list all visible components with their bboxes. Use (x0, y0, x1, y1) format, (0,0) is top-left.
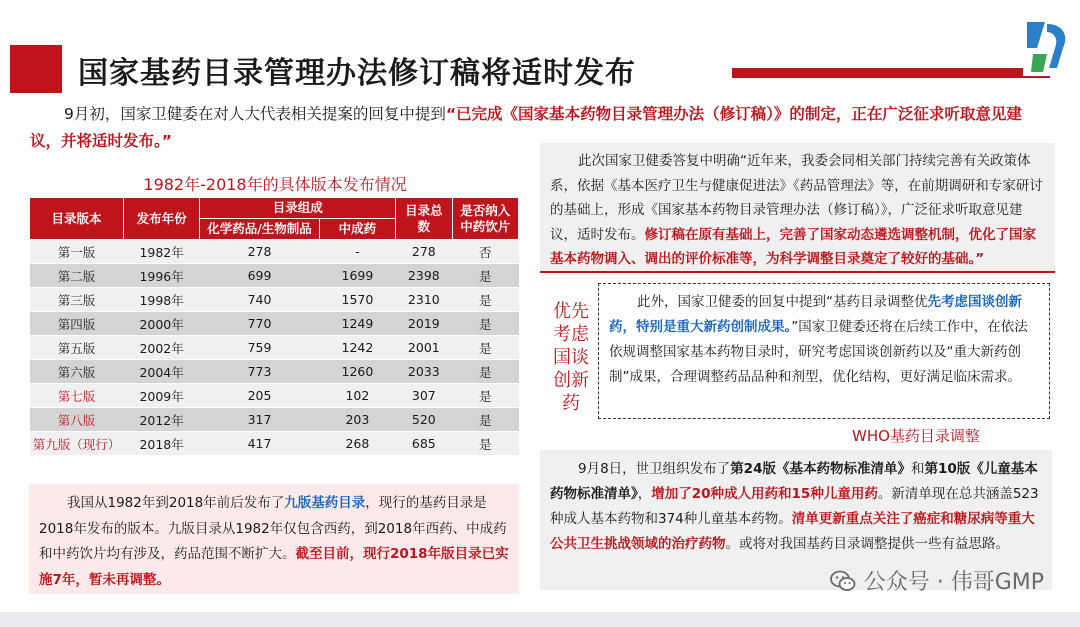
cell-version: 第二版 (30, 264, 124, 288)
table-row (30, 240, 519, 264)
cell-version: 第七版 (30, 384, 124, 408)
side-label-line: 药 (562, 393, 580, 414)
cell-year: 1996年 (123, 264, 199, 288)
header-year: 发布年份 (123, 198, 199, 240)
cell-chem: 759 (200, 336, 319, 360)
logo-icon (1023, 18, 1073, 76)
header-version: 目录版本 (30, 198, 124, 240)
table-row (30, 408, 519, 432)
intro-quote: “已完成《国家基本药物目录管理办法（修订稿）》的制定，正在广泛征求听取意见建议，并将适时发布。” (30, 105, 1022, 150)
table-title: 1982年-2018年的具体版本发布情况 (143, 175, 407, 194)
cell-total: 2310 (396, 288, 452, 312)
summary-highlight: 九版基药目录 (284, 495, 366, 511)
cell-chem: 317 (200, 408, 319, 432)
cell-piece: 是 (452, 336, 518, 360)
summary-text: ，现行的基药目录是2018年发布的版本。九版目录从1982年仅包含西药，到2018年西药、中成药和中药饮片均有涉及，药品范围不断扩大。 (39, 495, 507, 562)
cell-chem: 205 (200, 384, 319, 408)
cell-piece: 是 (452, 312, 518, 336)
cell-total: 307 (396, 384, 452, 408)
innovative-highlight: 特别是重大新药创制成果。 (636, 319, 792, 335)
cell-total: 2033 (396, 360, 452, 384)
cell-piece: 是 (452, 360, 518, 384)
cell-year: 1982年 (123, 240, 199, 264)
summary-text: 我国从1982年到2018年前后发布了 (67, 495, 285, 511)
who-bold: 第24版《基本药物标准清单》 (730, 461, 911, 477)
cell-year: 2018年 (123, 432, 199, 456)
nhc-reply-emphasis: 修订稿在原有基础上，完善了国家动态遴选调整机制，优化了国家基本药物调入、调出的评价标准等，为科学调整目录奠定了较好的基础。” (550, 226, 1036, 267)
table-row (30, 336, 519, 360)
cell-version: 第一版 (30, 240, 124, 264)
side-label-line: 国谈 (553, 347, 589, 368)
cell-tcm: - (319, 240, 395, 264)
cell-version: 第八版 (30, 408, 124, 432)
who-text: 和 (910, 461, 925, 477)
side-label-line: 创新 (553, 370, 589, 391)
innovative-text: ”国家卫健委还将在后续工作中，在依法依规调整国家基本药物目录时，研究考虑国谈创新药以及“重大新药创制”成果，合理调整药品品种和剂型，优化结构，更好满足临床需求。 (609, 319, 1028, 385)
cell-tcm: 1699 (319, 264, 395, 288)
header-composition: 目录组成 (200, 198, 396, 219)
who-emphasis: 增加了20种成人用药和15种儿童用药 (651, 486, 878, 502)
table-row (30, 264, 519, 288)
watermark (830, 565, 1044, 596)
cell-tcm: 1260 (319, 360, 395, 384)
versions-table (29, 197, 519, 456)
intro-text: 9月初，国家卫健委在对人大代表相关提案的回复中提到 (64, 105, 446, 123)
cell-chem: 278 (200, 240, 319, 264)
cell-version: 第九版（现行） (30, 432, 124, 456)
side-label-line: 优先 (553, 301, 589, 322)
nhc-reply-text: 此次国家卫健委答复中明确“近年来，我委会同相关部门持续完善有关政策体系，依据《基本医疗卫生与健康促进法》《药品管理法》等，在前期调研和专家研讨的基础上，形成《国家基本药物目录管理办法（修订稿）》，广泛征求听取意见建议，适时发布。 (550, 153, 1043, 243)
who-text: 。或将对我国基药目录调整提供一些有益思路。 (725, 536, 1009, 552)
cell-tcm: 203 (319, 408, 395, 432)
table-row (30, 360, 519, 384)
cell-piece: 否 (452, 240, 518, 264)
cell-total: 2019 (396, 312, 452, 336)
cell-chem: 699 (200, 264, 319, 288)
table-row (30, 432, 519, 456)
nhc-reply-box (540, 143, 1055, 273)
cell-piece: 是 (452, 288, 518, 312)
cell-version: 第四版 (30, 312, 124, 336)
innovative-drug-box (598, 283, 1050, 419)
cell-total: 520 (396, 408, 452, 432)
cell-piece: 是 (452, 408, 518, 432)
cell-version: 第六版 (30, 360, 124, 384)
side-label-line: 考虑 (553, 324, 589, 345)
cell-total: 2001 (396, 336, 452, 360)
cell-piece: 是 (452, 384, 518, 408)
bottom-strip (0, 612, 1080, 627)
cell-total: 685 (396, 432, 452, 456)
title-accent-bar (732, 68, 1050, 78)
summary-box (29, 484, 519, 594)
cell-tcm: 268 (319, 432, 395, 456)
cell-tcm: 1242 (319, 336, 395, 360)
title-accent-block (10, 45, 62, 93)
header-total: 目录总数 (396, 198, 452, 240)
table-row (30, 384, 519, 408)
summary-emphasis: 截至目前，现行2018年版目录已实施7年，暂未再调整。 (39, 546, 509, 588)
innovative-text: 此外，国家卫健委的回复中提到“基药目录调整优 (637, 294, 928, 310)
cell-year: 2004年 (123, 360, 199, 384)
cell-year: 2012年 (123, 408, 199, 432)
cell-tcm: 1249 (319, 312, 395, 336)
table-row (30, 288, 519, 312)
who-text: ， (637, 486, 652, 502)
side-label (553, 300, 589, 415)
innovative-highlight: 先考虑国谈创新药， (609, 294, 1022, 335)
who-text: 。新清单现在总共涵盖523种成人基本药物和374种儿童基本药物。 (550, 486, 1039, 527)
who-bold: 第10版《儿童基本药物标准清单》 (550, 461, 1038, 502)
cell-year: 2009年 (123, 384, 199, 408)
slide-title: 国家基药目录管理办法修订稿将适时发布 (78, 56, 636, 91)
header-piece: 是否纳入中药饮片 (452, 198, 518, 240)
who-text: 9月8日，世卫组织发布了 (578, 461, 731, 477)
cell-year: 1998年 (123, 288, 199, 312)
cell-chem: 770 (200, 312, 319, 336)
cell-year: 2002年 (123, 336, 199, 360)
wechat-icon (830, 570, 856, 592)
who-section-title: WHO基药目录调整 (852, 427, 980, 445)
cell-total: 278 (396, 240, 452, 264)
cell-tcm: 1570 (319, 288, 395, 312)
cell-year: 2000年 (123, 312, 199, 336)
who-emphasis: 清单更新重点关注了癌症和糖尿病等重大公共卫生挑战领域的治疗药物 (550, 511, 1035, 552)
cell-version: 第三版 (30, 288, 124, 312)
cell-tcm: 102 (319, 384, 395, 408)
cell-total: 2398 (396, 264, 452, 288)
table-row (30, 312, 519, 336)
watermark-text: 公众号 · 伟哥GMP (863, 570, 1044, 595)
cell-version: 第五版 (30, 336, 124, 360)
cell-chem: 417 (200, 432, 319, 456)
cell-chem: 773 (200, 360, 319, 384)
header-chem: 化学药品/生物制品 (200, 219, 319, 240)
cell-chem: 740 (200, 288, 319, 312)
cell-piece: 是 (452, 264, 518, 288)
cell-piece: 是 (452, 432, 518, 456)
header-tcm: 中成药 (319, 219, 395, 240)
